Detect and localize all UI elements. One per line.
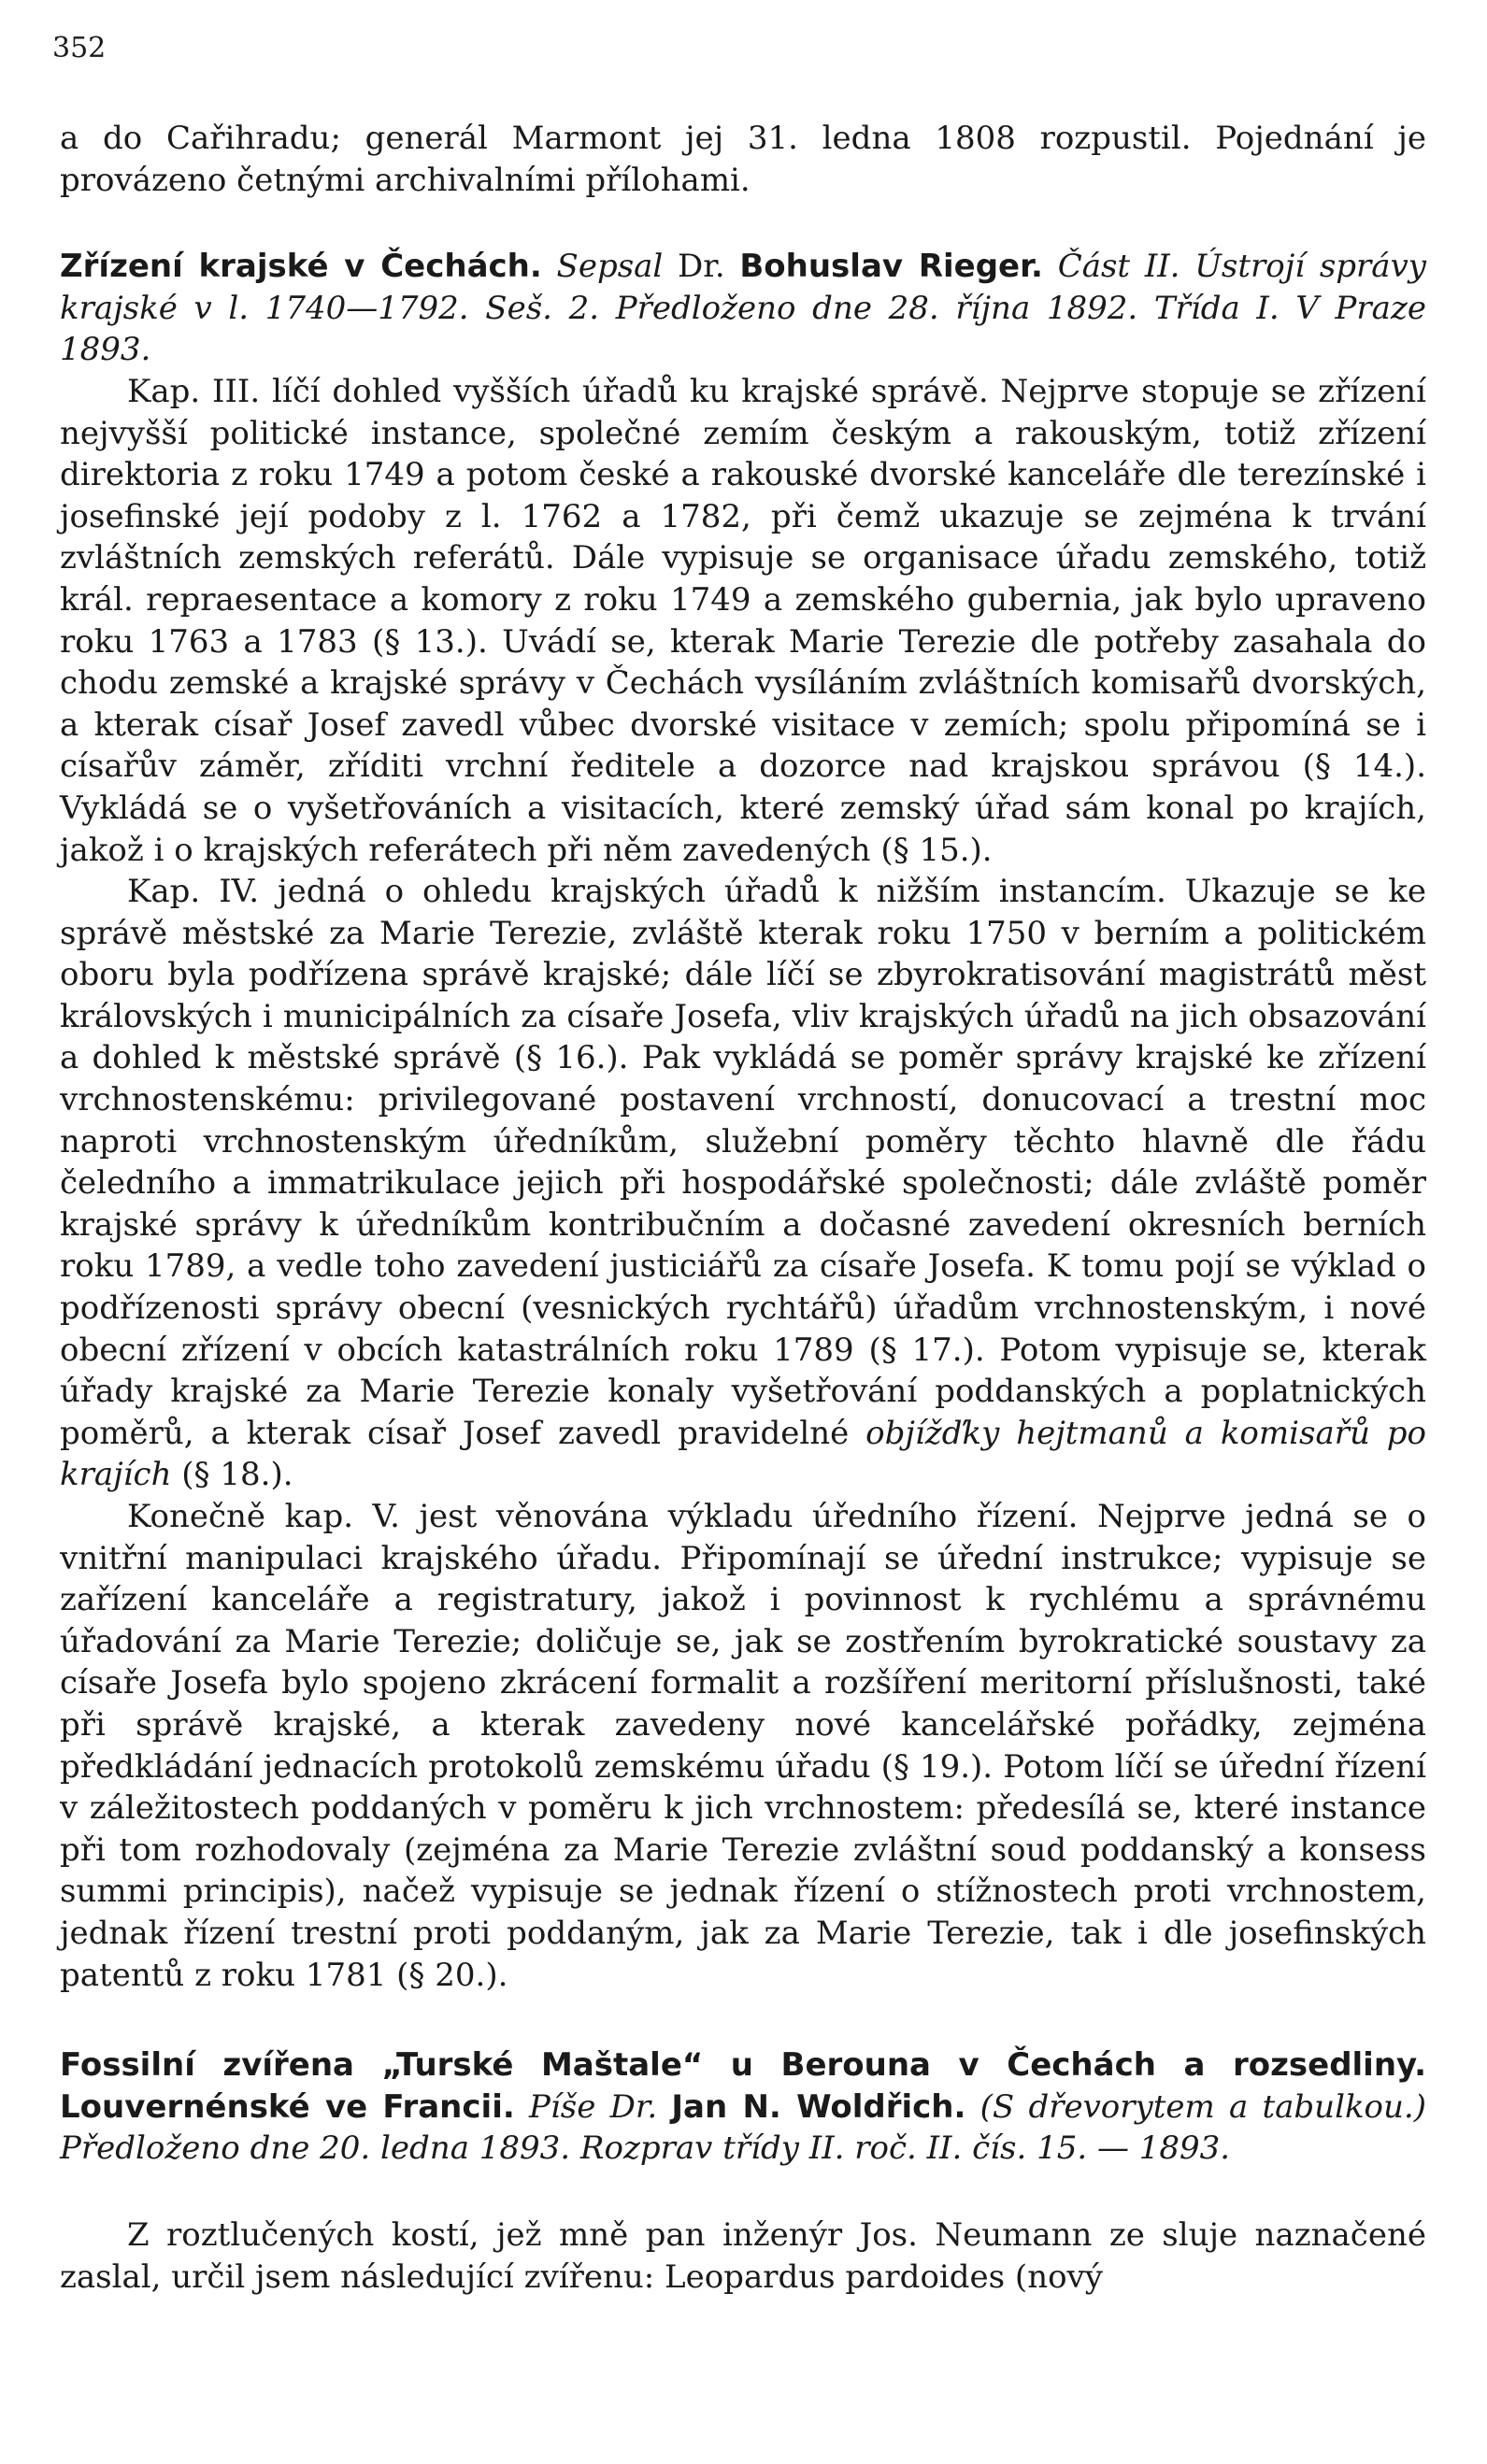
article2-title: Fossilní zvířena „Turské Maštale“ u Berouna v Čechách a rozsedliny. Louvernénské ve Francii.: [60, 2046, 1426, 2126]
article2-citation: Předloženo dne 20. ledna 1893. Rozprav třídy II. roč. II. čís. 15. — 1893.: [60, 2129, 1231, 2168]
intro-paragraph: a do Cařihradu; generál Marmont jej 31. ledna 1808 rozpustil. Pojednání je provázeno četnými archivalními přílohami.: [60, 120, 1426, 199]
article1-paragraph-2-end: (§ 18.).: [181, 1456, 293, 1494]
article1-citation: Část II. Ústrojí správy krajské v l. 1740—1792. Seš. 2. Předloženo dne 28. října 1892. Třída I. V Praze 1893.: [60, 248, 1426, 369]
article1-author-title: Dr.: [678, 248, 725, 286]
article2-note: (S dřevorytem a tabulkou.): [979, 2087, 1426, 2126]
article1-author-name: Bohuslav Rieger.: [739, 248, 1043, 286]
article1-paragraph-2-italic: objížďky hejtmanů a komisařů po krajích: [60, 1414, 1427, 1494]
article2-paragraph: Z roztlučených kostí, jež mně pan inženýr Jos. Neumann ze sluje naznačené zaslal, určil jsem následující zvířenu: Leopardus pardoides (nový: [60, 2215, 1426, 2296]
article2-header: [60, 2044, 1426, 2170]
article1-paragraph-1: Kap. III. líčí dohled vyšších úřadů ku krajské správě. Nejprve stopuje se zřízení nejvyšší politické instance, společné zemím českým a rakouským, totiž zřízení direktoria z roku 1749 a potom české a rakouské dvorské kanceláře dle terezínské i josefinské její podoby z l. 1762 a 1782, při čemž ukazuje se zejména k trvání zvláštních zemských referátů. Dále vypisuje se organisace úřadu zemského, totiž král. repraesentace a komory z roku 1749 a zemského gubernia, jak bylo upraveno roku 1763 a 1783 (§ 13.). Uvádí se, kterak Marie Terezie dle potřeby zasahala do chodu zemské a krajské správy v Čechách vysíláním zvláštních komisařů dvorských, a kterak císař Josef zavedl vůbec dvorské visitace v zemích; spolu připomíná se i císařův záměr, zříditi vrchní ředitele a dozorce nad krajskou správou (§ 14.). Vykládá se o vyšetřováních a visitacích, které zemský úřad sám konal po krajích, jakož i o krajských referátech při něm zavedených (§ 15.).: [60, 372, 1426, 869]
page-number: 352: [52, 32, 107, 64]
article1-header: [60, 246, 1426, 371]
article1-paragraph-3: Konečně kap. V. jest věnována výkladu úředního řízení. Nejprve jedná se o vnitřní manipulaci krajského úřadu. Připomínají se úřední instrukce; vypisuje se zařízení kanceláře a registratury, jakož i povinnost k rychlému a správnému úřadování za Marie Terezie; doličuje se, jak se zostřením byrokratické soustavy za císaře Josefa bylo spojeno zkrácení formalit a rozšíření meritorní příslušnosti, také při správě krajské, a kterak zavedeny nové kancelářské pořádky, zejména předkládání jednacích protokolů zemskému úřadu (§ 19.). Potom líčí se úřední řízení v záležitostech poddaných v poměru k jich vrchnostem: předesílá se, které instance při tom rozhodovaly (zejména za Marie Terezie zvláštní soud poddanský a konsess summi principis), načež vypisuje se jednak řízení o stížnostech proti vrchnostem, jednak řízení trestní proti poddaným, jak za Marie Terezie, tak i dle josefinských patentů z roku 1781 (§ 20.).: [60, 1498, 1426, 1994]
article1-author-prefix: Sepsal: [556, 248, 664, 286]
article1-paragraph-2: [60, 871, 1426, 1496]
article1-paragraph-2-text: Kap. IV. jedná o ohledu krajských úřadů k nižším instancím. Ukazuje se ke správě městské za Marie Terezie, zvláště kterak roku 1750 v berním a politickém oboru byla podřízena správě krajské; dále líčí se zbyrokratisování magistrátů měst královských i municipálních za císaře Josefa, vliv krajských úřadů na jich obsazování a dohled k městské správě (§ 16.). Pak vykládá se poměr správy krajské ke zřízení vrchnostenskému: privilegované postavení vrchností, donucovací a trestní moc naproti vrchnostenským úředníkům, služební poměry těchto hlavně dle řádu čeledního a immatrikulace jejich při hospodářské společnosti; dále zvláště poměr krajské správy k úředníkům kontribučním a dočasné zavedení okresních berních roku 1789, a vedle toho zavedení justiciářů za císaře Josefa. K tomu pojí se výklad o podřízenosti správy obecní (vesnických rychtářů) úřadům vrchnostenským, i nové obecní zřízení v obcích katastrálních roku 1789 (§ 17.). Potom vypisuje se, kterak úřady krajské za Marie Terezie konaly vyšetřování poddanských a poplatnických poměrů, a kterak císař Josef zavedl pravidelné: [60, 873, 1426, 1452]
article1-title: Zřízení krajské v Čechách.: [60, 248, 542, 286]
document-page: [52, 28, 1427, 2298]
article2-author-name: Jan N. Woldřich.: [671, 2087, 966, 2126]
article2-author-prefix: Píše Dr.: [529, 2087, 658, 2126]
